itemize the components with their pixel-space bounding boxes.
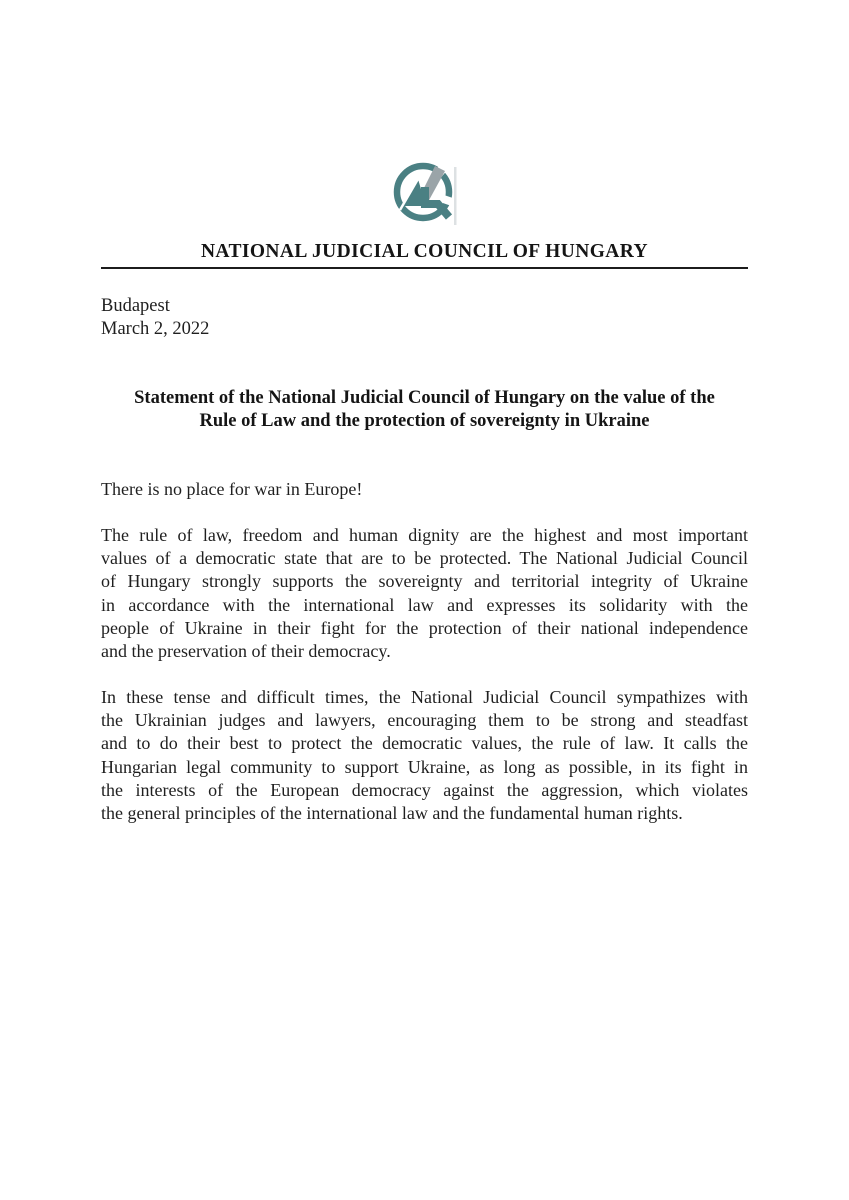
statement-heading	[101, 387, 748, 434]
text-line: people of Ukraine in their fight for the protection of their national independence	[101, 618, 748, 639]
text-line: of Hungary strongly supports the sovereignty and territorial integrity of Ukraine	[101, 571, 748, 592]
text-line: and the preservation of their democracy.	[101, 641, 391, 662]
statement-heading-line-1: Statement of the National Judicial Council of Hungary on the value of the	[134, 387, 715, 408]
text-line: in accordance with the international law and expresses its solidarity with the	[101, 594, 748, 615]
text-line: and to do their best to protect the democratic values, the rule of law. It calls the	[101, 733, 748, 754]
national-judicial-council-logo-icon	[391, 160, 459, 228]
paragraph-2	[101, 686, 748, 826]
intro-sentence: There is no place for war in Europe!	[101, 478, 363, 499]
dateline	[101, 295, 748, 342]
text-line: values of a democratic state that are to be protected. The National Judicial Council	[101, 548, 748, 569]
logo-container	[101, 160, 748, 228]
text-line: the Ukrainian judges and lawyers, encouraging them to be strong and steadfast	[101, 709, 748, 730]
dateline-city: Budapest	[101, 296, 170, 316]
paragraph-1	[101, 524, 748, 664]
dateline-date: March 2, 2022	[101, 319, 210, 340]
text-line: In these tense and difficult times, the National Judicial Council sympathizes with	[101, 686, 748, 707]
text-line: the general principles of the international law and the fundamental human rights.	[101, 803, 683, 824]
statement-heading-line-2: Rule of Law and the protection of sovereignty in Ukraine	[199, 411, 650, 432]
text-line: Hungarian legal community to support Ukraine, as long as possible, in its fight in	[101, 756, 748, 777]
masthead-title: NATIONAL JUDICIAL COUNCIL OF HUNGARY	[101, 240, 748, 269]
text-line: The rule of law, freedom and human dignity are the highest and most important	[101, 524, 748, 545]
text-line: the interests of the European democracy against the aggression, which violates	[101, 779, 748, 800]
